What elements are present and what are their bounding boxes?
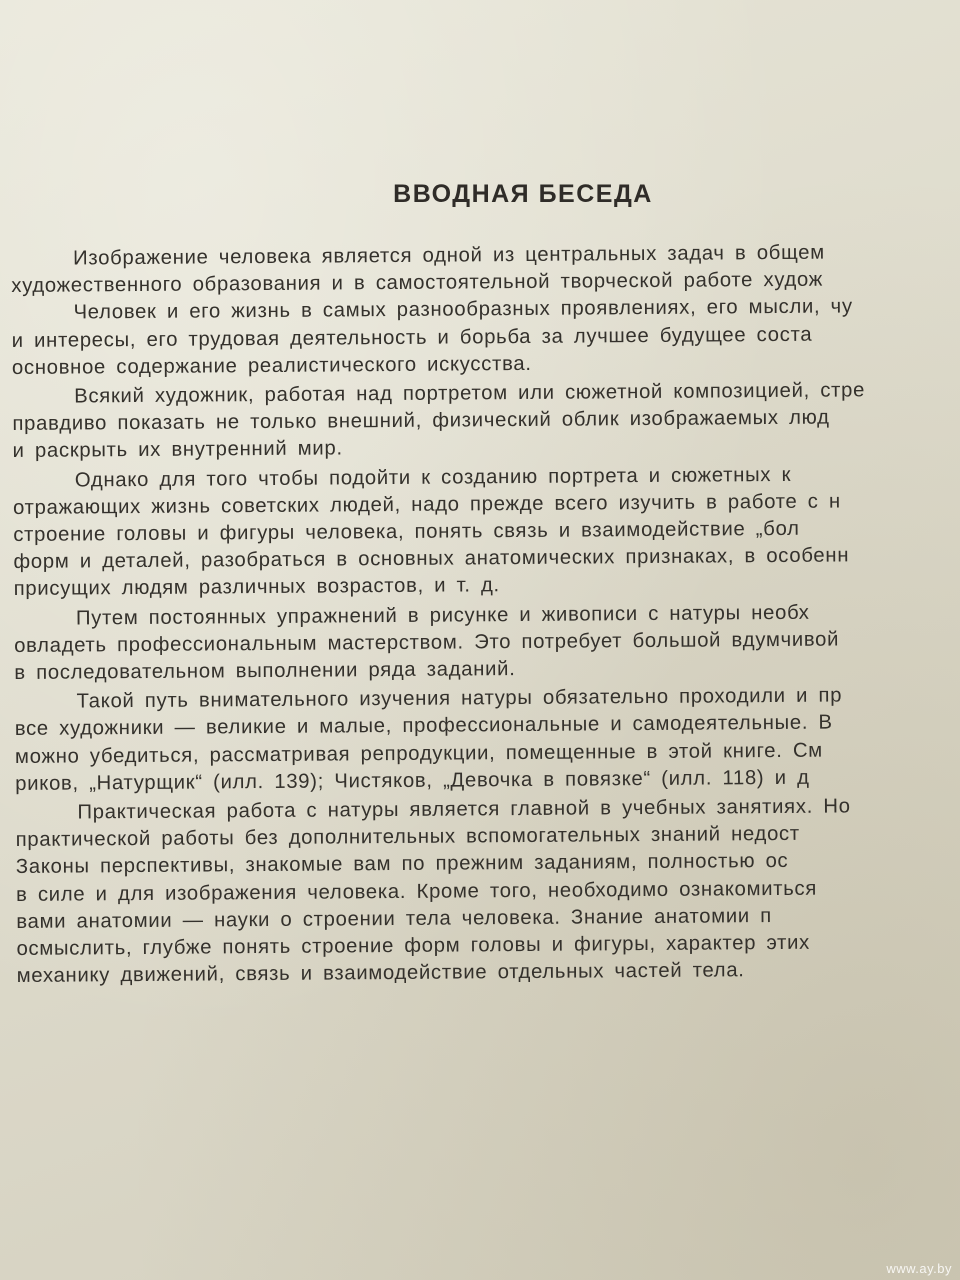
text-line: в последовательном выполнении ряда заданий. xyxy=(14,658,516,685)
text-line: можно убедиться, рассматривая репродукции, помещенные в этой книге. См xyxy=(14,739,823,768)
text-line: и раскрыть их внутренний мир. xyxy=(12,437,343,463)
text-line: отражающих жизнь советских людей, надо прежде всего изучить в работе с н xyxy=(12,490,841,519)
text-line: риков, „Натурщик“ (илл. 139); Чистяков, „Девочка в повязке“ (илл. 118) и д xyxy=(15,766,810,795)
text-line: овладеть профессиональным мастерством. Это потребует большой вдумчивой xyxy=(14,628,840,657)
text-line: практической работы без дополнительных вспомогательных знаний недост xyxy=(15,823,800,852)
body-text xyxy=(11,237,960,990)
text-line: правдиво показать не только внешний, физический облик изображаемых люд xyxy=(12,406,830,436)
text-line: Такой путь внимательного изучения натуры обязательно проходили и пр xyxy=(76,684,843,713)
text-line: строение головы и фигуры человека, понять связь и взаимодействие „бол xyxy=(13,517,800,547)
text-line: Практическая работа с натуры является главной в учебных занятиях. Но xyxy=(77,795,851,824)
text-line: осмыслить, глубже понять строение форм головы и фигуры, характер этих xyxy=(16,931,811,961)
text-line: в силе и для изображения человека. Кроме того, необходимо ознакомиться xyxy=(16,877,818,906)
text-line: Путем постоянных упражнений в рисунке и живописи с натуры необх xyxy=(75,601,810,630)
text-line: вами анатомии — науки о строении тела человека. Знание анатомии п xyxy=(16,904,772,933)
text-line: художественного образования и в самостоятельной творческой работе худож xyxy=(11,268,824,298)
text-line: механику движений, связь и взаимодействие отдельных частей тела. xyxy=(16,959,745,988)
text-line: присущих людям различных возрастов, и т. д. xyxy=(13,574,500,601)
text-line: Однако для того чтобы подойти к созданию портрета и сюжетных к xyxy=(74,463,792,492)
text-line: форм и деталей, разобраться в основных анатомических признаках, в особенн xyxy=(13,544,850,574)
text-line: и интересы, его трудовая деятельность и борьба за лучшее будущее соста xyxy=(11,323,813,352)
text-line: Изображение человека является одной из центральных задач в общем xyxy=(73,241,825,270)
text-line: Человек и его жизнь в самых разнообразных проявлениях, его мысли, чу xyxy=(73,295,853,324)
page-title: ВВОДНАЯ БЕСЕДА xyxy=(393,180,653,208)
text-line: основное содержание реалистического искусства. xyxy=(11,352,532,379)
text-line: все художники — великие и малые, профессиональные и самодеятельные. В xyxy=(14,712,833,741)
watermark: www.ay.by xyxy=(886,1261,952,1276)
text-line: Всякий художник, работая над портретом или сюжетной композицией, стре xyxy=(74,379,866,408)
text-line: Законы перспективы, знакомые вам по прежним заданиям, полностью ос xyxy=(15,850,789,879)
